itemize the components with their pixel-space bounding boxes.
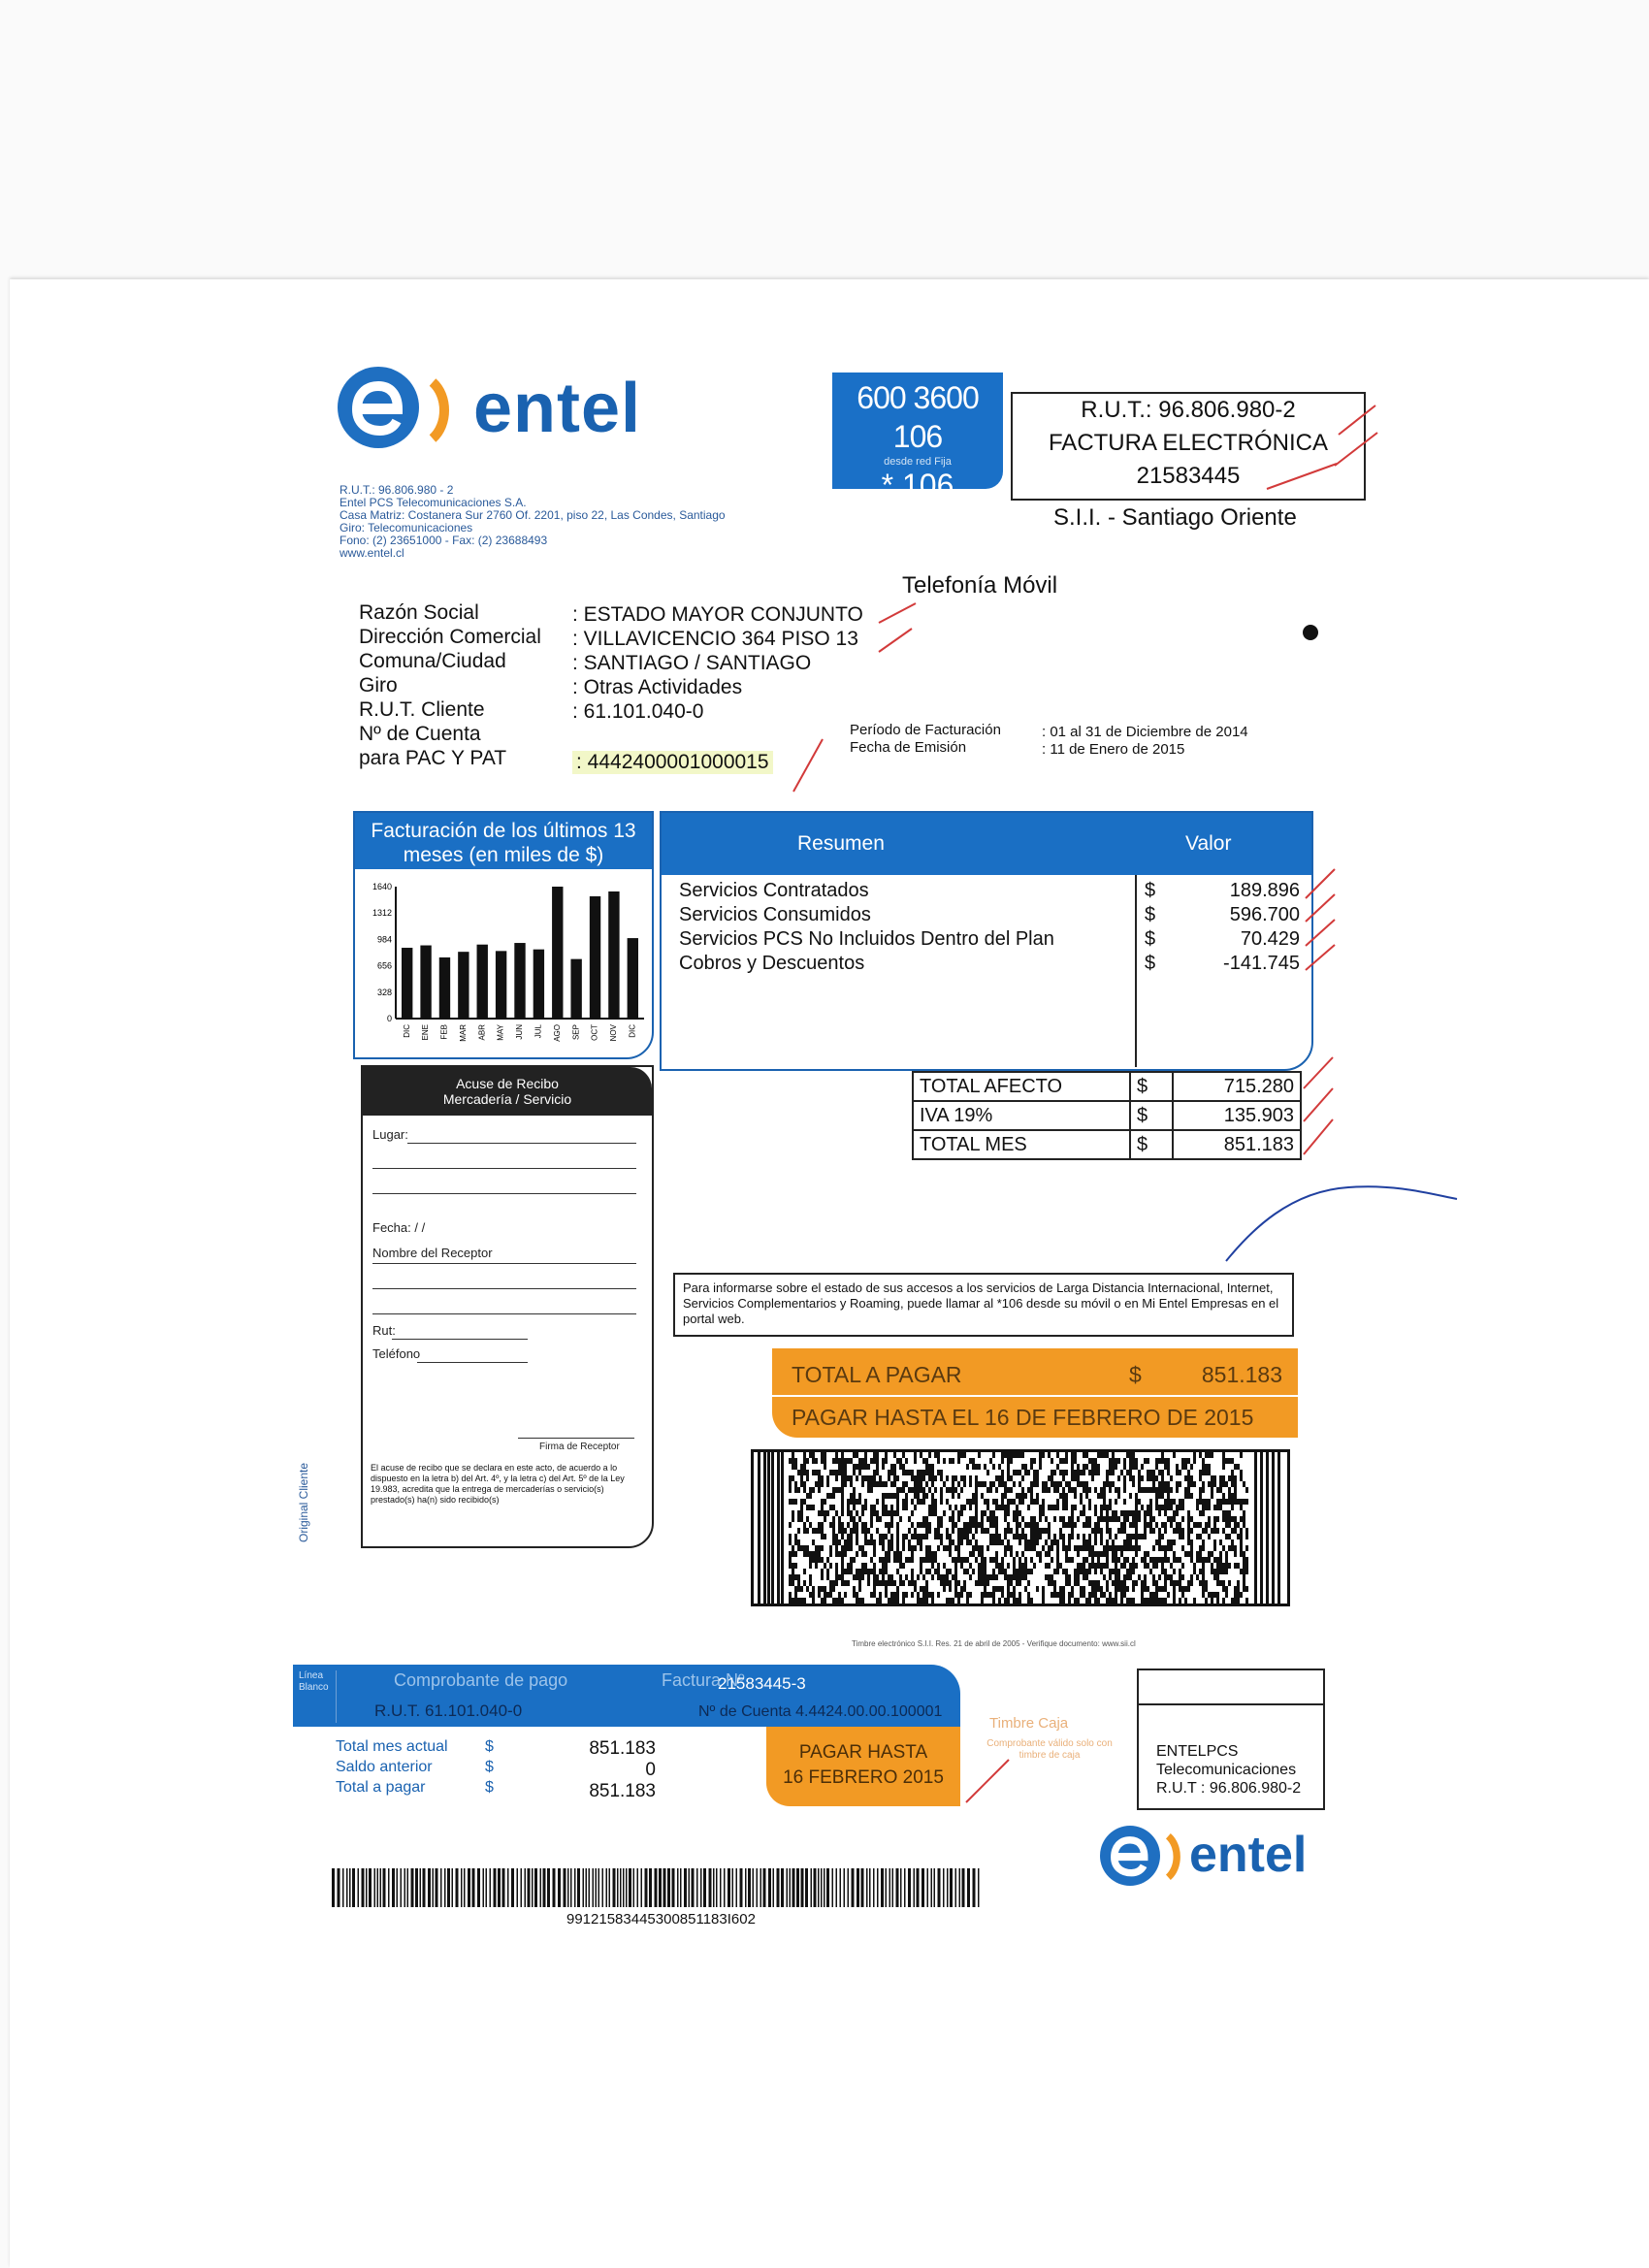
iva-row <box>913 1101 1301 1130</box>
phone-support-box <box>832 373 1003 514</box>
stub-value-saldo: 0 <box>645 1760 656 1780</box>
bar-abr <box>477 945 488 1019</box>
stub-side-label: Línea Blanco <box>299 1670 337 1723</box>
bar-nov <box>608 891 619 1019</box>
value-issue: : 11 de Enero de 2015 <box>1042 741 1185 758</box>
stub-pay-until: PAGAR HASTA <box>798 1742 928 1763</box>
total-afecto-row <box>913 1072 1301 1101</box>
billing-bar-chart <box>355 869 652 1055</box>
stub-factura: 21583445-3 <box>718 1674 806 1693</box>
entel-logo-icon <box>338 367 419 448</box>
stub-rut: R.U.T. 61.101.040-0 <box>374 1701 523 1720</box>
acuse-title1: Acuse de Recibo <box>456 1076 559 1091</box>
to-pay-label: TOTAL A PAGAR <box>792 1362 962 1387</box>
value-direccion: : VILLAVICENCIO 364 PISO 13 <box>572 628 858 650</box>
x-tick-label: AGO <box>552 1024 562 1042</box>
x-tick-label: ABR <box>477 1024 487 1041</box>
company-address: Casa Matriz: Costanera Sur 2760 Of. 2201, piso 22, Las Condes, Santiago <box>340 508 726 522</box>
x-tick-label: MAY <box>496 1024 505 1041</box>
label-giro: Giro <box>359 674 398 697</box>
header-rut: R.U.T.: 96.806.980-2 <box>1081 397 1296 423</box>
to-pay-divider <box>772 1395 1298 1397</box>
stub-label-mes-actual: Total mes actual <box>336 1738 448 1755</box>
phone-short: * 106 <box>881 468 954 502</box>
stub-timbre: Timbre Caja <box>989 1715 1069 1732</box>
acuse-firma-line[interactable] <box>518 1438 634 1439</box>
label-comuna: Comuna/Ciudad <box>359 650 506 672</box>
payment-barcode <box>332 1868 984 1907</box>
summary-label-no-incluidos: Servicios PCS No Incluidos Dentro del Plan <box>679 928 1054 950</box>
pdf417-barcode <box>751 1449 1290 1606</box>
x-tick-label: JUL <box>534 1024 543 1039</box>
summary-panel <box>660 811 1313 1071</box>
x-tick-label: MAR <box>458 1024 468 1042</box>
bar-ene <box>420 946 431 1019</box>
label-pac-pat: para PAC Y PAT <box>359 747 507 769</box>
label-issue: Fecha de Emisión <box>850 739 967 756</box>
acuse-firma-label: Firma de Receptor <box>539 1442 620 1452</box>
y-tick-label: 1640 <box>372 882 392 891</box>
barcode-number: 99121583445300851183I602 <box>566 1911 756 1928</box>
stub-title: Comprobante de pago <box>394 1670 568 1690</box>
summary-cur-1: $ <box>1145 904 1156 925</box>
bar-oct <box>590 896 600 1019</box>
acuse-lugar-label: Lugar: <box>372 1127 408 1142</box>
iva-cur: $ <box>1130 1101 1173 1130</box>
stub-cur-1: $ <box>485 1759 494 1775</box>
y-tick-label: 656 <box>376 960 392 971</box>
total-afecto-value: 715.280 <box>1173 1072 1301 1101</box>
summary-cur-3: $ <box>1145 953 1156 974</box>
bar-ago <box>552 887 563 1019</box>
bar-dic <box>402 948 412 1019</box>
x-tick-label: JUN <box>515 1024 525 1040</box>
summary-cur-0: $ <box>1145 880 1156 901</box>
x-tick-label: NOV <box>609 1024 619 1042</box>
company-giro: Giro: Telecomunicaciones <box>340 521 473 535</box>
stub-cuenta: Nº de Cuenta 4.4424.00.00.100001 <box>698 1703 943 1720</box>
company-name: Entel PCS Telecomunicaciones S.A. <box>340 496 527 509</box>
stub-timbre-note: Comprobante válido solo con timbre de caja <box>986 1738 1113 1761</box>
summary-labels <box>679 879 1054 976</box>
acuse-line-3 <box>372 1193 636 1194</box>
stub-value-mes-actual: 851.183 <box>589 1738 656 1759</box>
bar-dic <box>628 938 638 1019</box>
value-razon-social: : ESTADO MAYOR CONJUNTO <box>572 603 863 626</box>
chart-title <box>355 813 652 869</box>
label-period: Período de Facturación <box>850 722 1001 738</box>
stub-value-total: 851.183 <box>589 1781 656 1801</box>
acuse-lugar-line[interactable] <box>407 1143 636 1144</box>
totals-table <box>912 1071 1302 1160</box>
stamp-note: Timbre electrónico S.I.I. Res. 21 de abril de 2005 - Verifique documento: www.sii.cl <box>852 1639 1136 1648</box>
total-mes-label: TOTAL MES <box>913 1130 1130 1159</box>
info-notice-box <box>673 1273 1294 1337</box>
summary-label-contratados: Servicios Contratados <box>679 880 869 901</box>
total-mes-cur: $ <box>1130 1130 1173 1159</box>
original-cliente-label: Original Cliente <box>297 1462 310 1542</box>
x-tick-label: FEB <box>439 1024 449 1040</box>
summary-label-cobros: Cobros y Descuentos <box>679 953 865 974</box>
acuse-fecha-label: Fecha: / / <box>372 1220 426 1235</box>
entel-logo-text: entel <box>473 370 642 447</box>
entel-logo-bottom-bracket-icon <box>1164 1831 1185 1882</box>
phone-line2: desde tu Móvil <box>883 502 953 514</box>
summary-label-consumidos: Servicios Consumidos <box>679 904 871 925</box>
stub-company-rut: R.U.T : 96.806.980-2 <box>1156 1780 1302 1797</box>
invoice-header-box <box>1011 392 1366 501</box>
stub-cur-2: $ <box>485 1779 494 1796</box>
company-phone: Fono: (2) 23651000 - Fax: (2) 23688493 <box>340 534 548 547</box>
chart-title-text: Facturación de los últimos 13 meses (en miles de $) <box>371 820 636 866</box>
acuse-rut-label: Rut: <box>372 1323 396 1338</box>
phone-number: 600 3600 106 <box>857 380 979 454</box>
acuse-line-2 <box>372 1168 636 1169</box>
summary-cur-2: $ <box>1145 928 1156 950</box>
company-web[interactable]: www.entel.cl <box>340 546 404 560</box>
acuse-rut-line[interactable] <box>392 1339 528 1340</box>
total-afecto-label: TOTAL AFECTO <box>913 1072 1130 1101</box>
acuse-header <box>363 1067 652 1116</box>
stub-pay-date: 16 FEBRERO 2015 <box>783 1767 944 1788</box>
summary-value-consumidos: 596.700 <box>1229 904 1300 925</box>
summary-value-contratados: 189.896 <box>1229 880 1300 901</box>
stub-pay-until-box <box>766 1727 960 1806</box>
bar-mar <box>458 952 469 1019</box>
summary-header-left: Resumen <box>797 832 885 855</box>
stub-cur-0: $ <box>485 1738 494 1755</box>
acuse-telefono-line[interactable] <box>417 1362 528 1363</box>
info-notice-text: Para informarse sobre el estado de sus accesos a los servicios de Larga Distancia Internacional, Internet, Servicios Complementarios y Roaming, puede llamar al *106 desde su móvil o en Mi Entel Empresas en el portal web. <box>683 1280 1279 1326</box>
label-razon-social: Razón Social <box>359 601 479 624</box>
stub-company-divider <box>1139 1703 1323 1705</box>
label-direccion: Dirección Comercial <box>359 626 541 648</box>
stub-company-name2: Telecomunicaciones <box>1156 1762 1297 1778</box>
value-period: : 01 al 31 de Diciembre de 2014 <box>1042 724 1248 740</box>
acuse-receptor-line[interactable] <box>372 1263 636 1264</box>
total-mes-row <box>913 1130 1301 1159</box>
to-pay-value: 851.183 <box>1201 1362 1282 1387</box>
header-doc-number: 21583445 <box>1136 463 1241 489</box>
y-tick-label: 984 <box>376 934 392 945</box>
bar-jul <box>534 950 544 1019</box>
service-type: Telefonía Móvil <box>902 572 1058 599</box>
iva-value: 135.903 <box>1173 1101 1301 1130</box>
acuse-receptor-label: Nombre del Receptor <box>372 1246 493 1260</box>
value-comuna: : SANTIAGO / SANTIAGO <box>572 652 812 674</box>
x-tick-label: DIC <box>628 1024 637 1038</box>
acuse-line-5 <box>372 1288 636 1289</box>
total-to-pay-box <box>772 1348 1298 1438</box>
acuse-title2: Mercadería / Servicio <box>442 1091 572 1107</box>
entel-logo-bracket-icon <box>427 376 456 444</box>
stub-company-block <box>1156 1742 1301 1798</box>
summary-currency <box>1145 879 1155 976</box>
payment-stub-header <box>293 1665 960 1727</box>
acuse-legal-text: El acuse de recibo que se declara en este acto, de acuerdo a lo dispuesto en la letra b) del Art. 4º, y la letra c) del Art. 5º de la Ley 19.983, acredita que la entrega de mercaderías o servicio(s) prestado(s) ha(n) sido recibido(s) <box>371 1463 625 1505</box>
header-sii: S.I.I. - Santiago Oriente <box>1053 504 1297 531</box>
acuse-line-6 <box>372 1313 636 1314</box>
bar-sep <box>570 959 581 1019</box>
to-pay-cur: $ <box>1129 1362 1142 1387</box>
stub-row-values <box>563 1738 656 1802</box>
summary-divider <box>1135 875 1137 1067</box>
acuse-telefono-label: Teléfono <box>372 1346 421 1361</box>
stub-company-name: ENTELPCS <box>1156 1743 1239 1760</box>
stub-factura-label: Factura Nº <box>662 1670 745 1690</box>
summary-value-no-incluidos: 70.429 <box>1240 928 1300 950</box>
to-pay-due: PAGAR HASTA EL 16 DE FEBRERO DE 2015 <box>792 1405 1254 1430</box>
billing-history-panel <box>353 811 654 1059</box>
total-afecto-cur: $ <box>1130 1072 1173 1101</box>
total-mes-value: 851.183 <box>1173 1130 1301 1159</box>
value-rut-cliente: : 61.101.040-0 <box>572 700 704 723</box>
summary-values <box>1185 879 1300 976</box>
x-tick-label: ENE <box>421 1024 431 1041</box>
y-tick-label: 1312 <box>372 908 392 919</box>
x-tick-label: SEP <box>571 1024 581 1041</box>
y-tick-label: 328 <box>376 987 392 997</box>
bar-feb <box>439 957 450 1019</box>
x-tick-label: DIC <box>402 1024 411 1038</box>
entel-logo-bottom-text: entel <box>1189 1827 1308 1883</box>
label-rut-cliente: R.U.T. Cliente <box>359 698 485 721</box>
summary-header <box>662 813 1311 875</box>
acuse-recibo-box <box>361 1065 654 1548</box>
header-doc-type: FACTURA ELECTRÓNICA <box>1048 430 1329 456</box>
ink-dot <box>1303 625 1318 640</box>
bar-jun <box>514 943 525 1019</box>
label-n-cuenta: Nº de Cuenta <box>359 723 481 745</box>
summary-header-right: Valor <box>1185 832 1232 855</box>
stub-row-labels <box>336 1736 448 1798</box>
bar-may <box>496 951 506 1019</box>
iva-label: IVA 19% <box>913 1101 1130 1130</box>
x-tick-label: OCT <box>590 1024 599 1041</box>
stub-row-cur <box>485 1736 494 1798</box>
y-tick-label: 0 <box>386 1014 392 1023</box>
phone-line1: desde red Fija <box>884 456 952 468</box>
stub-label-saldo: Saldo anterior <box>336 1759 433 1775</box>
value-giro: : Otras Actividades <box>572 676 743 698</box>
stub-company-box <box>1137 1669 1325 1810</box>
summary-value-cobros: -141.745 <box>1223 953 1300 974</box>
value-pac-pat: : 4442400001000015 <box>572 751 773 774</box>
entel-logo-bottom-icon <box>1100 1826 1160 1886</box>
stub-label-total: Total a pagar <box>336 1779 426 1796</box>
company-rut: R.U.T.: 96.806.980 - 2 <box>340 483 454 497</box>
